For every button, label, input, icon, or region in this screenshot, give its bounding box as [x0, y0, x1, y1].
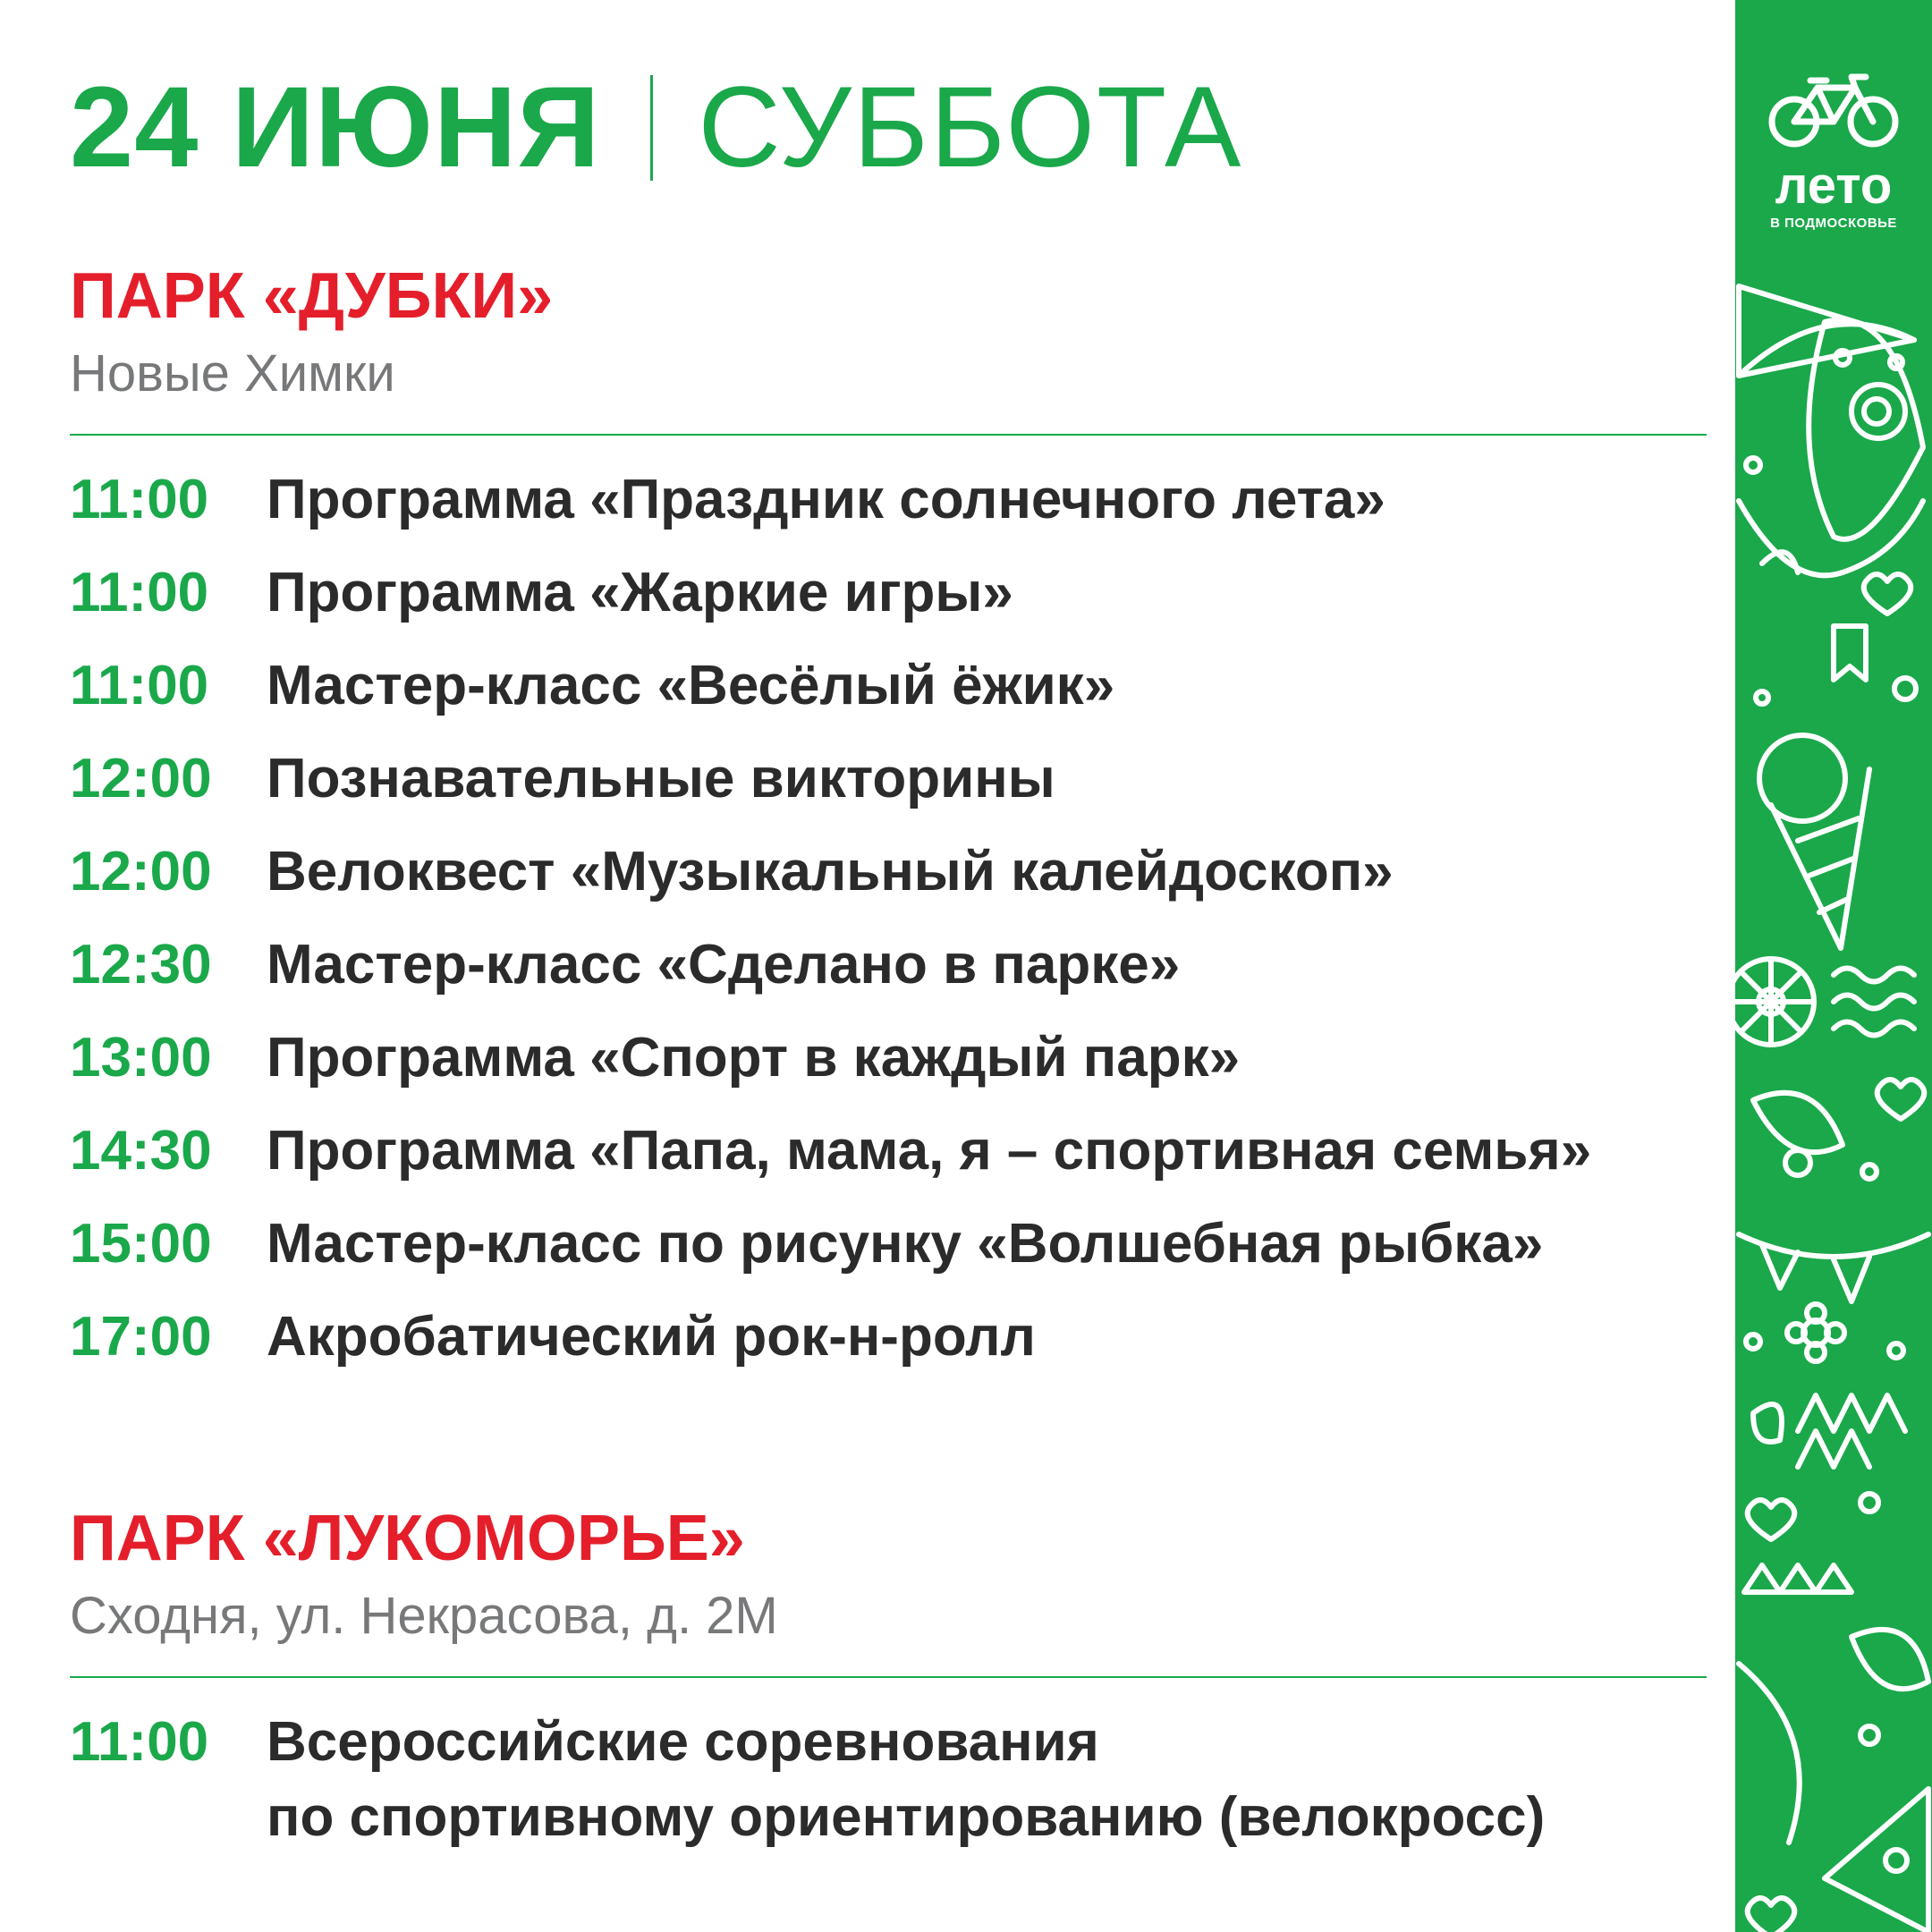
weekday-label: СУББОТА: [698, 64, 1243, 191]
event-time: 11:00: [70, 562, 209, 623]
event-title: Мастер-класс по рисунку «Волшебная рыбка»: [267, 1213, 1544, 1275]
park-title: ПАРК «ЛУКОМОРЬЕ»: [70, 1503, 745, 1574]
event-time: 11:00: [70, 655, 209, 716]
date-header: [70, 64, 1243, 191]
decorative-sidebar: [1735, 0, 1932, 1932]
event-time: 12:00: [70, 841, 212, 902]
park-section-lukomorye: [70, 1503, 1707, 1855]
event-title: Мастер-класс «Сделано в парке»: [267, 934, 1181, 996]
event-title: Программа «Спорт в каждый парк»: [267, 1027, 1241, 1089]
event-row: [70, 1201, 1707, 1294]
event-list: [70, 457, 1707, 1387]
event-row: [70, 457, 1707, 550]
section-divider: [70, 1676, 1707, 1678]
event-title: Познавательные викторины: [267, 748, 1055, 809]
event-title: Программа «Папа, мама, я – спортивная семья»: [267, 1120, 1592, 1182]
summer-doodle-pattern: [1735, 268, 1932, 1932]
event-title: Акробатический рок-н-ролл: [267, 1306, 1036, 1368]
event-title-line: по спортивному ориентированию (велокросс): [267, 1786, 1546, 1848]
schedule-content: [70, 0, 1707, 1932]
park-title: ПАРК «ДУБКИ»: [70, 260, 554, 332]
event-title: Программа «Жаркие игры»: [267, 562, 1013, 623]
park-section-dubki: [70, 260, 1707, 1387]
event-time: 12:30: [70, 934, 212, 996]
park-location: Новые Химки: [70, 344, 395, 402]
event-row: [70, 736, 1707, 829]
logo: [1735, 72, 1932, 231]
event-row: [70, 1699, 1707, 1855]
event-row: [70, 1015, 1707, 1108]
event-time: 17:00: [70, 1306, 212, 1368]
event-time: 12:00: [70, 748, 212, 809]
event-row: [70, 922, 1707, 1015]
event-row: [70, 1108, 1707, 1201]
event-list: [70, 1699, 1707, 1855]
event-time: 15:00: [70, 1213, 212, 1275]
event-time: 11:00: [70, 1711, 209, 1773]
event-row: [70, 829, 1707, 922]
event-title: Мастер-класс «Весёлый ёжик»: [267, 655, 1115, 716]
event-row: [70, 550, 1707, 643]
event-title: [267, 1699, 1545, 1855]
event-title-line: Всероссийские соревнования: [267, 1711, 1099, 1773]
event-title: Велоквест «Музыкальный калейдоскоп»: [267, 841, 1394, 902]
event-time: 14:30: [70, 1120, 212, 1182]
event-title: Программа «Праздник солнечного лета»: [267, 469, 1385, 530]
logo-word: лето: [1775, 157, 1893, 215]
section-divider: [70, 434, 1707, 436]
logo-subtitle: В ПОДМОСКОВЬЕ: [1770, 216, 1897, 231]
event-row: [70, 1294, 1707, 1387]
event-time: 11:00: [70, 469, 209, 530]
bicycle-icon: [1762, 72, 1905, 152]
header-divider: [650, 75, 653, 181]
event-row: [70, 643, 1707, 736]
date-label: 24 ИЮНЯ: [70, 64, 601, 191]
park-location: Сходня, ул. Некрасова, д. 2М: [70, 1587, 778, 1645]
event-time: 13:00: [70, 1027, 212, 1089]
